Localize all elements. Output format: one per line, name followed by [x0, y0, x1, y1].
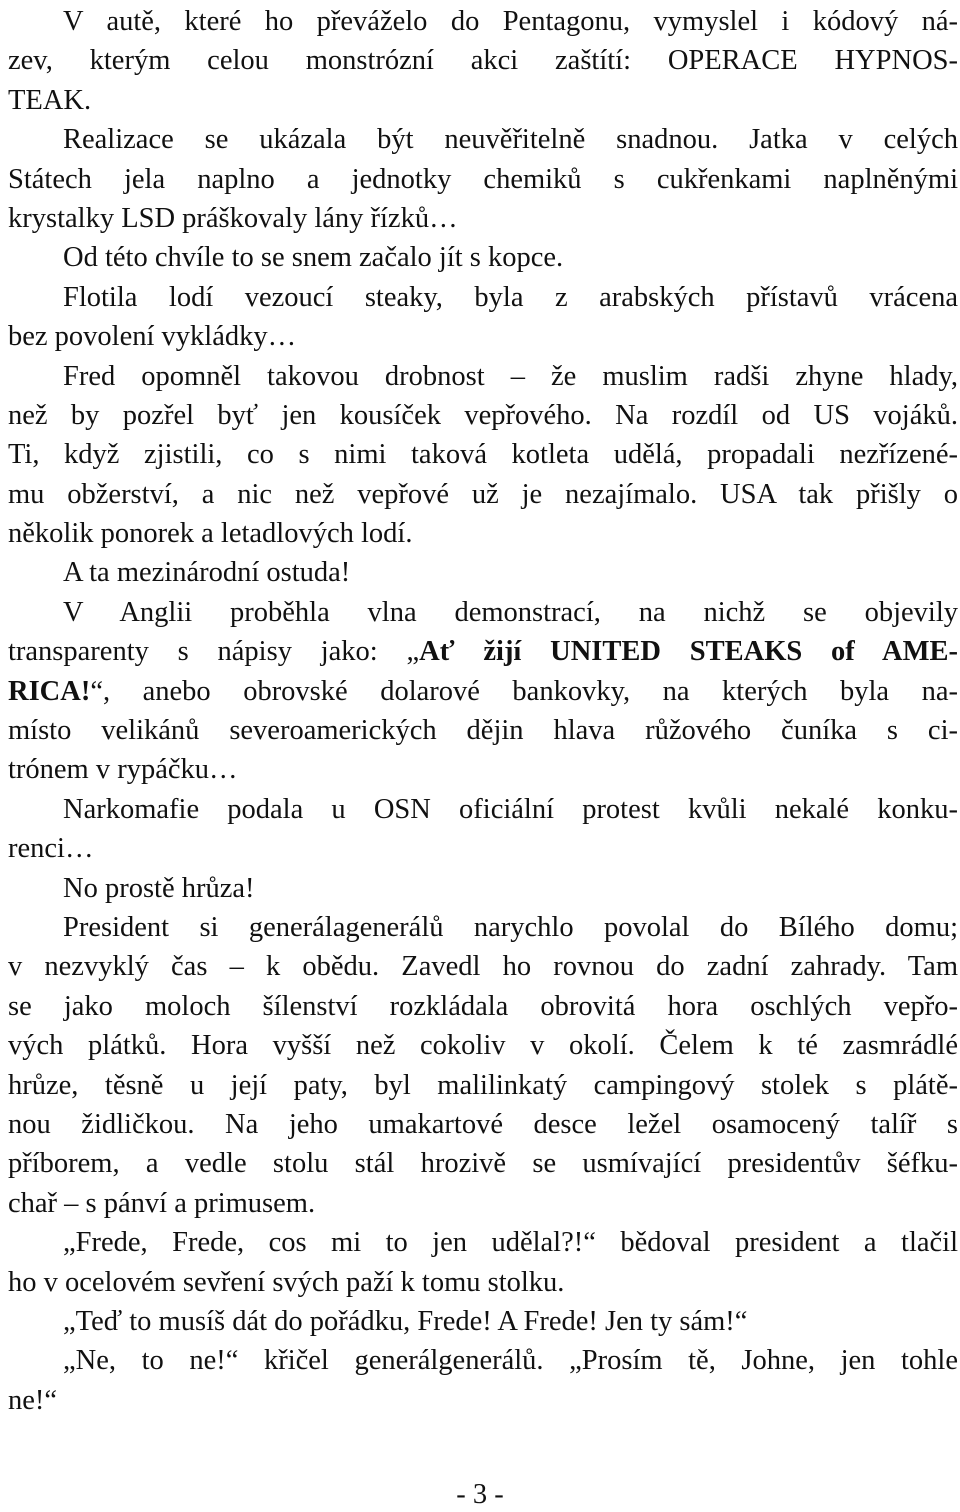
text-line: než by pozřel byť jen kousíček vepřového. Na rozdíl od US vojáků. [8, 399, 958, 431]
text-line: A ta mezinárodní ostuda! [63, 557, 351, 589]
text-line: President si generálagenerálů narychlo povolal do Bílého domu; [63, 911, 958, 943]
body-text [8, 2, 958, 1420]
text-line: nou židličkou. Na jeho umakartové desce ležel osamocený talíř s [8, 1108, 958, 1140]
text-line: „Frede, Frede, cos mi to jen udělal?!“ bědoval president a tlačil [63, 1227, 958, 1259]
text-line: TEAK. [8, 84, 92, 116]
text-line: No prostě hrůza! [63, 872, 255, 904]
text-line: transparenty s nápisy jako: „Ať žijí UNITED STEAKS of AME- [8, 636, 958, 668]
text-line: několik ponorek a letadlových lodí. [8, 518, 413, 550]
text-line: Státech jela naplno a jednotky chemiků s cukřenkami naplněnými [8, 163, 958, 195]
text-line: ho v ocelovém sevření svých paží k tomu stolku. [8, 1266, 565, 1298]
text-line: V Anglii proběhla vlna demonstrací, na nichž se objevily [63, 596, 958, 628]
text-line: „Teď to musíš dát do pořádku, Frede! A Frede! Jen ty sám!“ [63, 1305, 748, 1337]
page-number: - 3 - [456, 1479, 504, 1510]
text-line: se jako moloch šílenství rozkládala obrovitá hora oschlých vepřo- [8, 990, 958, 1022]
text-line: místo velikánů severoamerických dějin hlava růžového čuníka s ci- [8, 715, 958, 747]
text-line: trónem v rypáčku… [8, 754, 238, 786]
text-line: Od této chvíle to se snem začalo jít s kopce. [63, 242, 564, 274]
text-line: mu obžerství, a nic než vepřové už je nezajímalo. USA tak přišly o [8, 478, 958, 510]
text-line: krystalky LSD práškovaly lány řízků… [8, 202, 458, 234]
text-line: Ti, když zjistili, co s nimi taková kotleta udělá, propadali nezřízené- [8, 439, 958, 471]
text-line: Fred opomněl takovou drobnost – že muslim radši zhyne hlady, [63, 360, 958, 392]
text-line: vých plátků. Hora vyšší než cokoliv v okolí. Čelem k té zasmrádlé [8, 1030, 958, 1062]
text-line: zev, kterým celou monstrózní akci zaštítí: OPERACE HYPNOS- [8, 45, 958, 77]
text-line: hrůze, těsně u její paty, byl malilinkatý campingový stolek s plátě- [8, 1069, 958, 1101]
text-line: Realizace se ukázala být neuvěřitelně snadnou. Jatka v celých [63, 124, 958, 156]
text-line: v nezvyklý čas – k obědu. Zavedl ho rovnou do zadní zahrady. Tam [8, 951, 958, 983]
text-line: Flotila lodí vezoucí steaky, byla z arabských přístavů vrácena [63, 281, 958, 313]
text-line: renci… [8, 833, 94, 865]
text-line: bez povolení vykládky… [8, 321, 297, 353]
text-line: Narkomafie podala u OSN oficiální protest kvůli nekalé konku- [63, 793, 958, 825]
text-line: ne!“ [8, 1384, 58, 1416]
text-line: V autě, které ho převáželo do Pentagonu, vymyslel i kódový ná- [63, 6, 958, 37]
text-line: chař – s pánví a primusem. [8, 1187, 316, 1219]
text-line: RICA!“, anebo obrovské dolarové bankovky, na kterých byla na- [8, 675, 958, 707]
text-line: „Ne, to ne!“ křičel generálgenerálů. „Prosím tě, Johne, jen tohle [63, 1345, 958, 1377]
text-line: příborem, a vedle stolu stál hrozivě se usmívající presidentův šéfku- [8, 1148, 958, 1180]
